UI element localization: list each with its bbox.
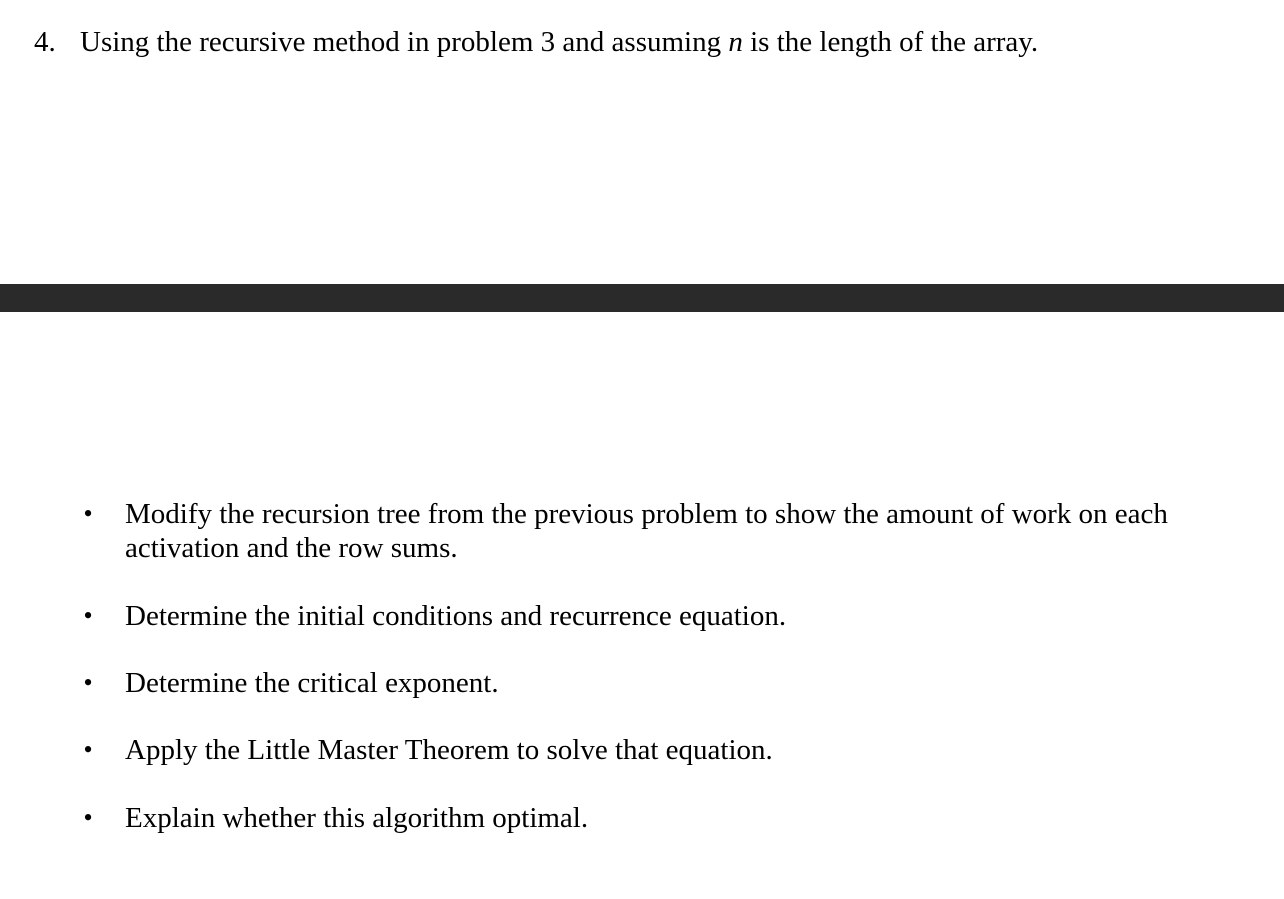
bullet-icon: • (83, 735, 93, 764)
bullet-icon: • (83, 601, 93, 630)
document-page-top (0, 0, 1284, 284)
document-page-bottom (0, 312, 1284, 899)
bullet-icon: • (83, 668, 93, 697)
task-text: Modify the recursion tree from the previous problem to show the amount of work on each activation and the row sums. (125, 498, 1168, 564)
problem-text-after: is the length of the array. (742, 26, 1039, 58)
problem-text-before: Using the recursive method in problem 3 and assuming (80, 26, 729, 58)
task-text: Determine the critical exponent. (125, 667, 499, 699)
task-text: Apply the Little Master Theorem to solve that equation. (125, 734, 773, 766)
page-divider (0, 284, 1284, 312)
bullet-icon: • (83, 499, 93, 528)
task-text: Determine the initial conditions and recurrence equation. (125, 600, 787, 632)
problem-variable: n (728, 26, 743, 58)
task-text: Explain whether this algorithm optimal. (125, 802, 589, 834)
bullet-icon: • (83, 803, 93, 832)
problem-number: 4. (34, 26, 56, 58)
problem-statement (34, 24, 1038, 60)
